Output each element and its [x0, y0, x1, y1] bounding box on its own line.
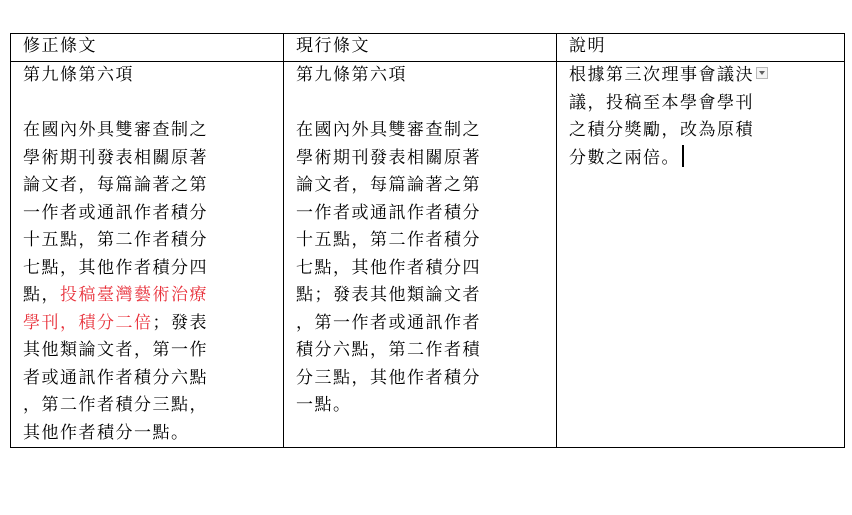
explanation-line: 議，投稿至本學會學刊: [569, 92, 754, 113]
amended-line-mixed: [23, 310, 283, 338]
blank-line: [296, 90, 556, 118]
current-line: 分三點，其他作者積分: [296, 367, 481, 388]
current-line: 一點。: [296, 395, 352, 415]
amended-line: 其他類論文者，第一作: [23, 340, 208, 360]
amended-line: 一作者或通訊作者積分: [23, 202, 208, 223]
amended-line: ，第二作者積分三點，: [23, 395, 208, 415]
content-row: [11, 62, 845, 448]
amended-title: 第九條第六項: [23, 65, 134, 85]
explanation-line-last: [569, 145, 844, 173]
amended-text: 點，: [23, 285, 60, 305]
current-line: 點；發表其他類論文者: [296, 285, 481, 305]
current-line: 學術期刊發表相關原著: [296, 147, 481, 168]
current-line: 論文者，每篇論著之第: [296, 175, 481, 195]
current-line: 在國內外具雙審查制之: [296, 120, 481, 140]
explanation-text: 分數之兩倍。: [569, 147, 680, 168]
amended-highlight-text: 學刊，積分二倍: [23, 312, 153, 333]
header-current: 現行條文: [284, 34, 557, 62]
amended-line-mixed: [23, 282, 283, 310]
amended-highlight-text: 投稿臺灣藝術治療: [60, 285, 208, 305]
current-title: 第九條第六項: [296, 65, 407, 85]
text-cursor: [682, 145, 684, 167]
header-amended: 修正條文: [11, 34, 284, 62]
explanation-cell[interactable]: [557, 62, 845, 448]
current-line: ，第一作者或通訊作者: [296, 312, 481, 333]
explanation-line: 之積分獎勵，改為原積: [569, 120, 754, 140]
header-row: [11, 34, 845, 62]
amended-text: ；發表: [152, 312, 208, 333]
comparison-table: [10, 33, 845, 448]
amended-line: 學術期刊發表相關原著: [23, 147, 208, 168]
current-cell[interactable]: [284, 62, 557, 448]
current-line: 積分六點，第二作者積: [296, 340, 481, 360]
current-line: 一作者或通訊作者積分: [296, 202, 481, 223]
chevron-down-icon[interactable]: [756, 67, 768, 79]
amended-line: 論文者，每篇論著之第: [23, 175, 208, 195]
amended-line: 在國內外具雙審查制之: [23, 120, 208, 140]
current-line: 七點，其他作者積分四: [296, 257, 481, 278]
amended-line: 其他作者積分一點。: [23, 422, 190, 443]
blank-line: [23, 90, 283, 118]
amended-line: 者或通訊作者積分六點: [23, 367, 208, 388]
explanation-line-first: [569, 62, 844, 90]
current-line: 十五點，第二作者積分: [296, 230, 481, 250]
header-explanation: 說明: [557, 34, 845, 62]
amended-line: 七點，其他作者積分四: [23, 257, 208, 278]
explanation-text: 根據第三次理事會議決: [569, 65, 754, 85]
amended-cell[interactable]: [11, 62, 284, 448]
amended-line: 十五點，第二作者積分: [23, 230, 208, 250]
